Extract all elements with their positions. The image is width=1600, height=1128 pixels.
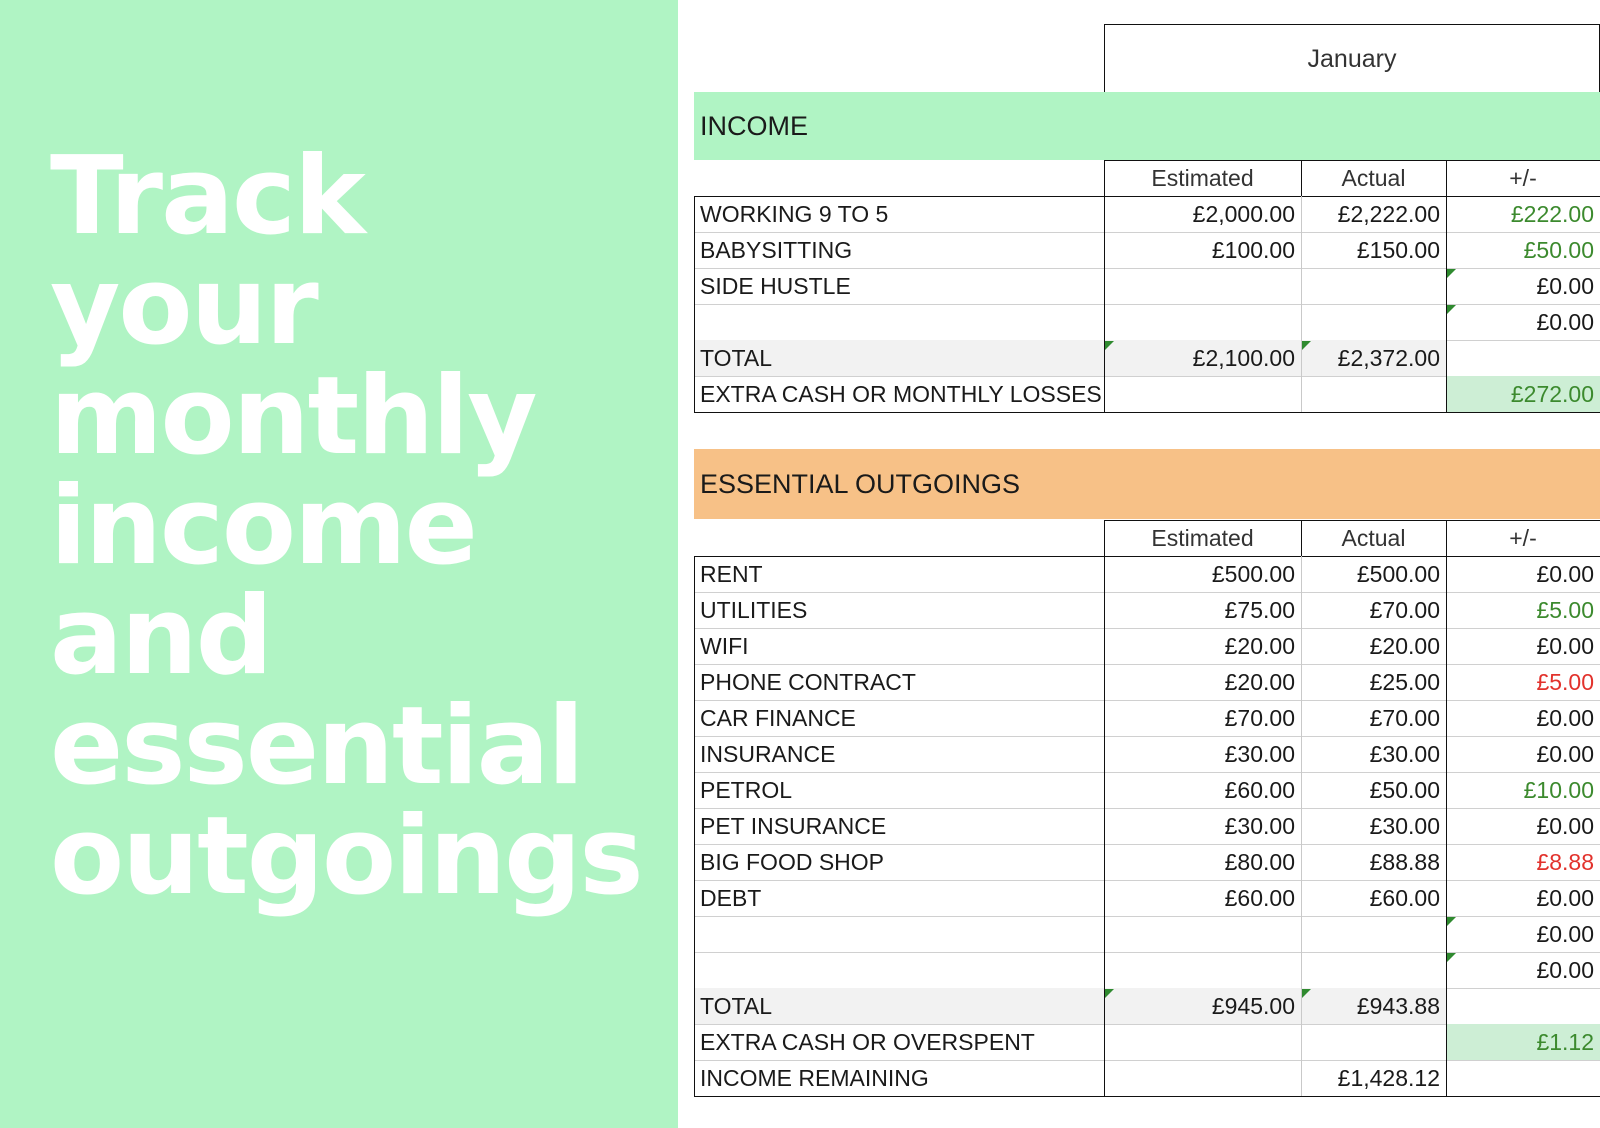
estimated-cell[interactable]: £60.00 [1224, 884, 1295, 911]
grid-line [694, 196, 1600, 197]
diff-cell[interactable]: £5.00 [1536, 596, 1594, 623]
diff-cell[interactable]: £10.00 [1523, 776, 1594, 803]
row-label[interactable]: RENT [700, 560, 763, 587]
total-actual[interactable]: £943.88 [1301, 988, 1446, 1024]
estimated-cell[interactable]: £2,000.00 [1192, 200, 1295, 227]
column-header-diff[interactable]: +/- [1509, 164, 1537, 191]
estimated-cell[interactable] [1104, 952, 1301, 988]
grid-line [1104, 160, 1600, 161]
grid-line [1104, 520, 1105, 1096]
headline-line: Track [50, 134, 364, 259]
estimated-cell[interactable]: £60.00 [1224, 776, 1295, 803]
grid-line [694, 556, 1600, 557]
actual-cell[interactable]: £30.00 [1369, 740, 1440, 767]
grid-line [694, 556, 695, 1096]
actual-cell[interactable]: £150.00 [1356, 236, 1440, 263]
actual-cell[interactable]: £2,222.00 [1337, 200, 1440, 227]
grid-line [1301, 520, 1302, 556]
estimated-cell[interactable] [1104, 916, 1301, 952]
row-label[interactable] [694, 952, 1104, 988]
estimated-cell[interactable]: £100.00 [1211, 236, 1295, 263]
headline-line: your [50, 244, 317, 369]
row-label[interactable] [694, 304, 1104, 340]
row-label[interactable]: UTILITIES [700, 596, 808, 623]
total-diff[interactable] [1446, 988, 1600, 1024]
row-label[interactable]: BABYSITTING [700, 236, 853, 263]
grid-line [1104, 160, 1105, 412]
actual-cell[interactable]: £500.00 [1356, 560, 1440, 587]
headline-line: outgoings [50, 794, 642, 919]
grid-line [694, 196, 695, 412]
actual-cell[interactable]: £30.00 [1369, 812, 1440, 839]
column-header-diff[interactable]: +/- [1509, 524, 1537, 551]
estimated-cell[interactable]: £30.00 [1224, 740, 1295, 767]
diff-cell[interactable]: £0.00 [1536, 560, 1594, 587]
estimated-cell[interactable] [1104, 268, 1301, 304]
actual-cell[interactable] [1301, 304, 1446, 340]
diff-cell[interactable]: £0.00 [1536, 884, 1594, 911]
outgoings-section-title[interactable]: ESSENTIAL OUTGOINGS [700, 468, 1021, 499]
diff-cell[interactable]: £0.00 [1536, 632, 1594, 659]
row-label[interactable]: WIFI [700, 632, 749, 659]
estimated-cell[interactable]: £30.00 [1224, 812, 1295, 839]
grid-line [1104, 520, 1600, 521]
estimated-cell[interactable] [1104, 304, 1301, 340]
diff-cell[interactable]: £0.00 [1446, 304, 1600, 340]
grid-line [1446, 160, 1447, 196]
actual-cell[interactable]: £50.00 [1369, 776, 1440, 803]
grid-line [694, 412, 1600, 413]
diff-cell[interactable]: £0.00 [1536, 740, 1594, 767]
total-diff[interactable] [1446, 340, 1600, 376]
diff-cell[interactable]: £50.00 [1523, 236, 1594, 263]
total-estimated[interactable]: £2,100.00 [1104, 340, 1301, 376]
grid-line [1301, 520, 1302, 1096]
estimated-cell[interactable]: £75.00 [1224, 596, 1295, 623]
row-label[interactable]: PHONE CONTRACT [700, 668, 916, 695]
actual-cell[interactable]: £20.00 [1369, 632, 1440, 659]
income-remaining-actual[interactable]: £1,428.12 [1337, 1064, 1440, 1091]
month-header[interactable]: January [1104, 24, 1600, 94]
estimated-cell[interactable]: £20.00 [1224, 632, 1295, 659]
grid-line [1446, 160, 1447, 412]
actual-cell[interactable]: £60.00 [1369, 884, 1440, 911]
row-label[interactable]: WORKING 9 TO 5 [700, 200, 889, 227]
diff-cell[interactable]: £0.00 [1446, 952, 1600, 988]
grid-line [1301, 160, 1302, 196]
actual-cell[interactable] [1301, 268, 1446, 304]
headline-line: income [50, 464, 476, 589]
total-estimated[interactable]: £945.00 [1104, 988, 1301, 1024]
row-label[interactable]: BIG FOOD SHOP [700, 848, 885, 875]
column-header-actual[interactable]: Actual [1341, 524, 1406, 551]
total-label[interactable]: TOTAL [700, 344, 772, 371]
estimated-cell[interactable]: £80.00 [1224, 848, 1295, 875]
row-label[interactable] [694, 916, 1104, 952]
headline-line: monthly [50, 354, 536, 479]
row-label[interactable]: INSURANCE [700, 740, 836, 767]
column-header-estimated[interactable]: Estimated [1151, 524, 1254, 551]
grid-line [1301, 160, 1302, 412]
grid-line [1446, 520, 1447, 1096]
diff-cell[interactable]: £222.00 [1510, 200, 1594, 227]
diff-cell[interactable]: £0.00 [1446, 268, 1600, 304]
total-label[interactable]: TOTAL [700, 992, 772, 1019]
column-header-actual[interactable]: Actual [1341, 164, 1406, 191]
grid-line [694, 1096, 1600, 1097]
headline-line: essential [50, 684, 583, 809]
extra-cash-label[interactable]: EXTRA CASH OR MONTHLY LOSSES [700, 380, 1102, 407]
diff-cell[interactable]: £0.00 [1536, 704, 1594, 731]
diff-cell[interactable]: £0.00 [1446, 916, 1600, 952]
grid-line [1446, 520, 1447, 556]
income-section-title[interactable]: INCOME [700, 110, 808, 141]
total-actual[interactable]: £2,372.00 [1301, 340, 1446, 376]
estimated-cell[interactable]: £20.00 [1224, 668, 1295, 695]
estimated-cell[interactable]: £70.00 [1224, 704, 1295, 731]
actual-cell[interactable]: £25.00 [1369, 668, 1440, 695]
income-remaining-label[interactable]: INCOME REMAINING [700, 1064, 929, 1091]
diff-cell[interactable]: £5.00 [1536, 668, 1594, 695]
headline-line: and [50, 574, 272, 699]
actual-cell[interactable] [1301, 916, 1446, 952]
extra-cash-label[interactable]: EXTRA CASH OR OVERSPENT [700, 1028, 1035, 1055]
column-header-estimated[interactable]: Estimated [1151, 164, 1254, 191]
diff-cell[interactable]: £0.00 [1536, 812, 1594, 839]
actual-cell[interactable] [1301, 952, 1446, 988]
row-label[interactable]: PET INSURANCE [700, 812, 887, 839]
actual-cell[interactable]: £70.00 [1369, 596, 1440, 623]
row-label[interactable]: SIDE HUSTLE [700, 272, 851, 299]
row-label[interactable]: CAR FINANCE [700, 704, 856, 731]
estimated-cell[interactable]: £500.00 [1211, 560, 1295, 587]
extra-cash-diff[interactable]: £272.00 [1510, 380, 1594, 407]
actual-cell[interactable]: £70.00 [1369, 704, 1440, 731]
row-label[interactable]: DEBT [700, 884, 762, 911]
diff-cell[interactable]: £8.88 [1536, 848, 1594, 875]
row-label[interactable]: PETROL [700, 776, 793, 803]
extra-cash-diff[interactable]: £1.12 [1536, 1028, 1594, 1055]
actual-cell[interactable]: £88.88 [1369, 848, 1440, 875]
